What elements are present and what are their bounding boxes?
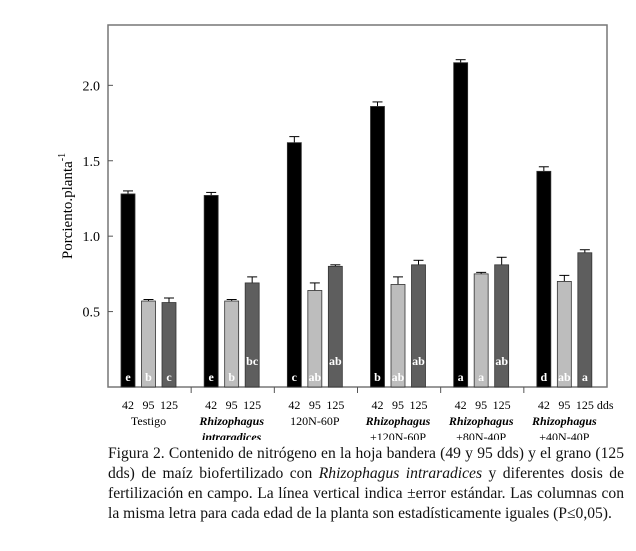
significance-letter: c	[291, 370, 297, 384]
bar	[495, 265, 509, 387]
x-tick-label: 95	[475, 398, 488, 412]
x-tick-label: 42	[205, 398, 218, 412]
bar	[578, 253, 592, 387]
plot-frame	[108, 25, 607, 387]
y-tick-label: 1.5	[82, 154, 100, 170]
group-label: Rhizophagus	[531, 414, 597, 428]
significance-letter: e	[208, 370, 214, 384]
significance-letter: a	[478, 370, 485, 384]
x-tick-label: 42	[371, 398, 384, 412]
group-label: +120N-60P	[369, 430, 427, 440]
significance-letter: d	[540, 370, 548, 384]
bar	[204, 195, 218, 387]
x-tick-label: 125	[326, 398, 345, 412]
x-tick-label: 125	[160, 398, 178, 412]
significance-letter: bc	[246, 354, 259, 368]
x-tick-label: 125	[243, 398, 262, 412]
bar	[287, 143, 301, 387]
significance-letter: b	[145, 370, 152, 384]
caption-species: Rhizophagus intraradices	[318, 465, 483, 482]
group-label: +80N-40P	[456, 430, 507, 440]
x-tick-label: 42	[454, 398, 467, 412]
group-label: 120N-60P	[290, 414, 340, 428]
significance-letter: a	[457, 370, 464, 384]
group-label: Rhizophagus	[448, 414, 514, 428]
x-tick-label: 125	[575, 398, 594, 412]
group-label: +40N-40P	[539, 430, 590, 440]
x-tick-label: 125	[409, 398, 428, 412]
x-unit-label: dds	[596, 398, 614, 412]
bar	[454, 63, 468, 387]
group-label: Rhizophagus	[365, 414, 431, 428]
figure-caption	[108, 444, 624, 524]
significance-letter: a	[581, 370, 588, 384]
y-tick-label: 1.0	[82, 230, 100, 246]
y-tick-label: 2.0	[82, 79, 100, 95]
y-tick-label: 0.5	[82, 305, 100, 321]
significance-letter: c	[166, 370, 172, 384]
x-tick-label: 42	[288, 398, 301, 412]
x-tick-label: 42	[122, 398, 134, 412]
significance-letter: e	[125, 370, 131, 384]
bar	[537, 171, 551, 387]
significance-letter: ab	[412, 354, 425, 368]
bar	[245, 283, 259, 387]
x-tick-label: 95	[225, 398, 238, 412]
significance-letter: ab	[328, 354, 342, 368]
x-tick-label: 95	[308, 398, 321, 412]
significance-letter: ab	[308, 370, 322, 384]
caption-prefix: Figura 2. Contenido de nitrógeno en la hoja bandera (49 y 95 dds) y el grano (125 dds) de maíz biofertilizado con	[108, 445, 624, 482]
group-label: Testigo	[130, 414, 167, 428]
significance-letter: b	[228, 370, 236, 384]
significance-letter: b	[374, 370, 381, 384]
group-label: intraradices	[201, 430, 262, 440]
bar	[371, 106, 385, 387]
y-axis-label: Porciento.planta$^{-1}$	[57, 152, 76, 260]
significance-letter: ab	[391, 370, 405, 384]
x-tick-label: 125	[492, 398, 511, 412]
significance-letter: ab	[495, 354, 509, 368]
x-tick-label: 95	[142, 398, 155, 412]
x-tick-label: 95	[392, 398, 404, 412]
caption-suffix: y diferentes dosis de fertilización en campo. La línea vertical indica ±error estándar. Las columnas con la misma letra para cada edad de la planta son estadísticamente iguales (P≤0,05).	[108, 465, 624, 522]
significance-letter: ab	[557, 370, 571, 384]
bar	[328, 266, 342, 387]
group-label: Rhizophagus	[199, 414, 265, 428]
x-tick-label: 95	[558, 398, 571, 412]
bar	[121, 194, 135, 387]
x-tick-label: 42	[537, 398, 550, 412]
y-axis-label-superscript: -1	[57, 152, 68, 162]
bar	[412, 265, 426, 387]
